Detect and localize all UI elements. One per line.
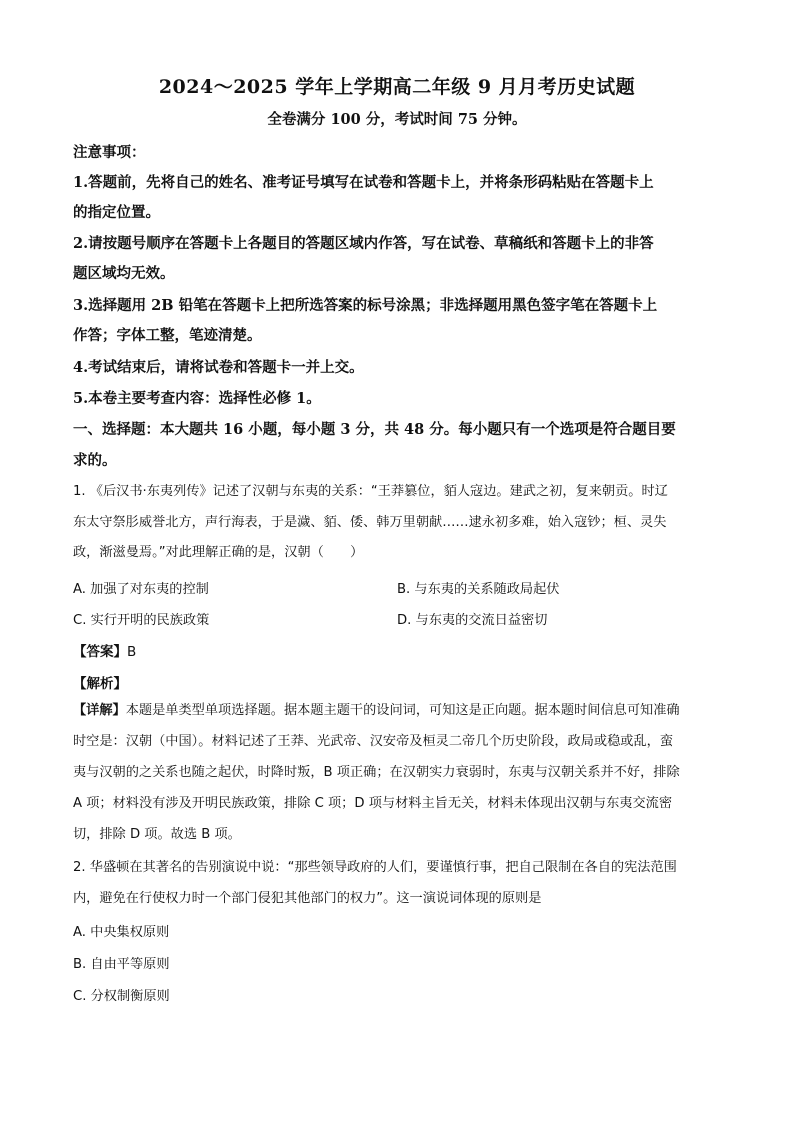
exam-duration-note: 全卷满分 100 分，考试时间 75 分钟。 bbox=[267, 111, 527, 128]
question-1-detail-line-1 bbox=[73, 698, 723, 724]
note-4: 4.考试结束后，请将试卷和答题卡一并上交。 bbox=[73, 359, 364, 376]
question-1-stem-line-3: 政，渐滋曼焉。”对此理解正确的是，汉朝（ ） bbox=[73, 545, 364, 560]
note-1-line-2: 的指定位置。 bbox=[73, 204, 160, 221]
note-2-line-2: 题区域均无效。 bbox=[73, 265, 175, 282]
question-2-stem-line-1: 2. 华盛顿在其著名的告别演说中说：“那些领导政府的人们，要谨慎行事，把自己限制在各自的宪法范围 bbox=[73, 860, 677, 875]
note-1-line-1: 1.答题前，先将自己的姓名、准考证号填写在试卷和答题卡上，并将条形码粘贴在答题卡上 bbox=[73, 174, 654, 191]
question-2-stem-line-2: 内，避免在行使权力时一个部门侵犯其他部门的权力”。这一演说词体现的原则是 bbox=[73, 891, 542, 906]
answer-value: B bbox=[127, 644, 137, 660]
question-1-stem-line-1: 1. 《后汉书·东夷列传》记述了汉朝与东夷的关系：“王莽篡位，貊人寇边。建武之初，复来朝贡。时辽 bbox=[73, 484, 668, 499]
section-heading-line-1: 一、选择题：本大题共 16 小题，每小题 3 分，共 48 分。每小题只有一个选项是符合题目要 bbox=[73, 421, 676, 438]
question-1-option-a: A. 加强了对东夷的控制 bbox=[73, 582, 209, 597]
question-1-answer bbox=[73, 640, 136, 660]
question-1-detail-line-3: 夷与汉朝的之关系也随之起伏，时降时叛，B 项正确；在汉朝实力衰弱时，东夷与汉朝关系并不好，排除 bbox=[73, 765, 680, 780]
question-2-option-a: A. 中央集权原则 bbox=[73, 925, 170, 940]
question-2-option-c: C. 分权制衡原则 bbox=[73, 989, 170, 1004]
question-1-detail-line-2: 时空是：汉朝（中国）。材料记述了王莽、光武帝、汉安帝及桓灵二帝几个历史阶段，政局或稳或乱，蛮 bbox=[73, 734, 674, 749]
note-3-line-2: 作答；字体工整，笔迹清楚。 bbox=[73, 327, 262, 344]
section-heading-line-2: 求的。 bbox=[73, 452, 117, 469]
answer-label: 【答案】 bbox=[73, 644, 127, 660]
question-1-option-d: D. 与东夷的交流日益密切 bbox=[397, 613, 548, 628]
question-2-option-b: B. 自由平等原则 bbox=[73, 957, 170, 972]
detail-label: 【详解】 bbox=[73, 703, 126, 718]
question-1-detail-line-5: 切，排除 D 项。故选 B 项。 bbox=[73, 827, 241, 842]
note-5: 5.本卷主要考查内容：选择性必修 1。 bbox=[73, 390, 321, 407]
note-2-line-1: 2.请按题号顺序在答题卡上各题目的答题区域内作答，写在试卷、草稿纸和答题卡上的非答 bbox=[73, 235, 654, 252]
note-3-line-1: 3.选择题用 2B 铅笔在答题卡上把所选答案的标号涂黑；非选择题用黑色签字笔在答题卡上 bbox=[73, 297, 658, 314]
question-1-analysis-label: 【解析】 bbox=[73, 676, 127, 692]
notes-heading: 注意事项： bbox=[73, 144, 146, 161]
question-1-option-b: B. 与东夷的关系随政局起伏 bbox=[397, 582, 560, 597]
question-1-option-c: C. 实行开明的民族政策 bbox=[73, 613, 210, 628]
question-1-stem-line-2: 东太守祭肜威誉北方，声行海表，于是濊、貊、倭、韩万里朝献……逮永初多难，始入寇钞；桓、灵失 bbox=[73, 515, 667, 530]
question-1-detail-line-4: A 项；材料没有涉及开明民族政策，排除 C 项；D 项与材料主旨无关，材料未体现出汉朝与东夷交流密 bbox=[73, 796, 673, 811]
detail-text: 本题是单类型单项选择题。据本题主题干的设问词，可知这是正向题。据本题时间信息可知准确 bbox=[125, 703, 680, 718]
page-title: 2024～2025 学年上学期高二年级 9 月月考历史试题 bbox=[158, 76, 636, 98]
